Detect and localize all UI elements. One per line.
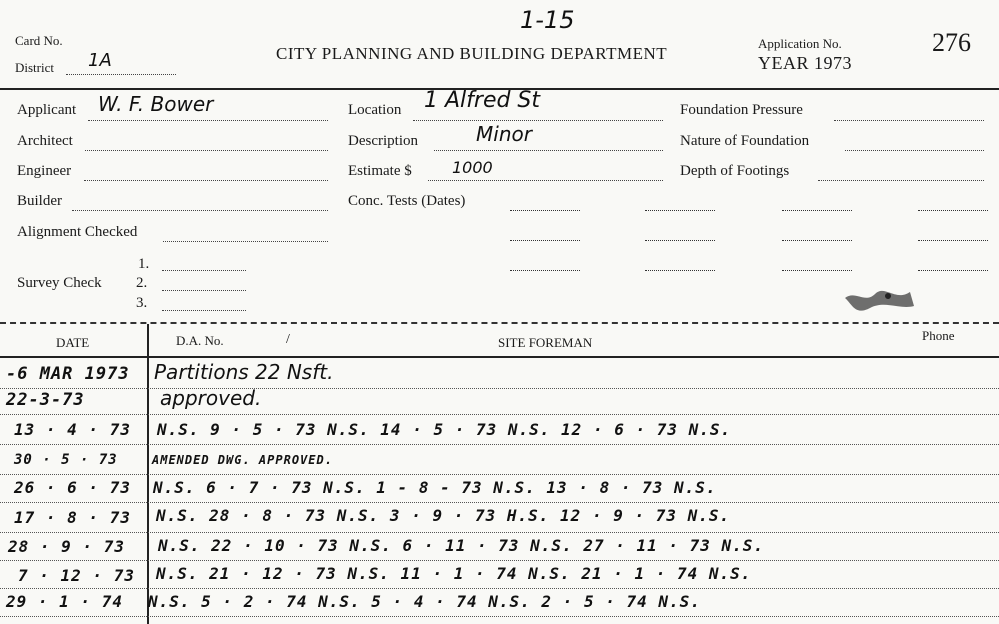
log-row-date: 17 · 8 · 73 bbox=[14, 508, 131, 527]
log-header-divider bbox=[0, 356, 999, 358]
row-rule bbox=[0, 444, 999, 445]
col-header-site-foreman: SITE FOREMAN bbox=[498, 335, 593, 350]
log-row-date: 22-3-73 bbox=[6, 390, 85, 410]
applicant-value: W. F. Bower bbox=[98, 92, 214, 116]
survey-2-label: 2. bbox=[136, 275, 148, 291]
location-value: 1 Alfred St bbox=[424, 88, 541, 113]
survey-check-label: Survey Check bbox=[17, 275, 102, 291]
survey-3-line bbox=[162, 310, 246, 311]
row-rule bbox=[0, 532, 999, 533]
row-rule bbox=[0, 560, 999, 561]
conc-test-blank bbox=[645, 240, 715, 241]
builder-label: Builder bbox=[17, 193, 62, 209]
description-label: Description bbox=[348, 133, 418, 149]
estimate-label: Estimate $ bbox=[348, 163, 412, 179]
survey-1-label: 1. bbox=[138, 256, 150, 272]
application-number: 276 bbox=[932, 28, 971, 57]
col-header-phone: Phone bbox=[922, 328, 955, 343]
department-title: CITY PLANNING AND BUILDING DEPARTMENT bbox=[276, 44, 668, 63]
conc-test-blank bbox=[782, 240, 852, 241]
log-row-date: 29 · 1 · 74 bbox=[6, 592, 123, 611]
card-no-label: Card No. bbox=[15, 33, 63, 48]
applicant-line bbox=[88, 120, 328, 121]
survey-3-label: 3. bbox=[136, 295, 148, 311]
log-row-text: N.S. 9 · 5 · 73 N.S. 14 · 5 · 73 N.S. 12 · 6 · 73 N.S. bbox=[157, 420, 732, 439]
depth-of-footings-line bbox=[818, 180, 984, 181]
conc-test-blank bbox=[918, 240, 988, 241]
architect-line bbox=[85, 150, 328, 151]
nature-of-foundation-label: Nature of Foundation bbox=[680, 133, 810, 149]
builder-line bbox=[72, 210, 328, 211]
conc-test-blank bbox=[782, 210, 852, 211]
conc-test-blank bbox=[510, 270, 580, 271]
handwritten-ref: 1-15 bbox=[520, 6, 575, 34]
conc-tests-label: Conc. Tests (Dates) bbox=[348, 193, 466, 209]
alignment-checked-label: Alignment Checked bbox=[17, 224, 138, 240]
location-line bbox=[413, 120, 663, 121]
log-row-text: N.S. 5 · 2 · 74 N.S. 5 · 4 · 74 N.S. 2 · 5 · 74 N.S. bbox=[148, 592, 701, 611]
log-row-date: 7 · 12 · 73 bbox=[18, 566, 135, 585]
row-rule bbox=[0, 474, 999, 475]
row-rule bbox=[0, 388, 999, 389]
nature-of-foundation-line bbox=[845, 150, 984, 151]
conc-test-blank bbox=[510, 240, 580, 241]
survey-1-line bbox=[162, 270, 246, 271]
log-row-date: 13 · 4 · 73 bbox=[14, 420, 131, 439]
log-row-date: 30 · 5 · 73 bbox=[14, 452, 118, 468]
log-row-text: approved. bbox=[160, 386, 262, 410]
log-row-date: -6 MAR 1973 bbox=[6, 364, 130, 384]
estimate-line bbox=[428, 180, 663, 181]
log-row-text: N.S. 22 · 10 · 73 N.S. 6 · 11 · 73 N.S. 27 · 11 · 73 N.S. bbox=[158, 536, 765, 555]
description-value: Minor bbox=[476, 122, 532, 146]
foundation-pressure-line bbox=[834, 120, 984, 121]
application-no-label: Application No. bbox=[758, 36, 842, 51]
log-row-text: AMENDED DWG. APPROVED. bbox=[152, 453, 333, 467]
row-rule bbox=[0, 502, 999, 503]
engineer-line bbox=[84, 180, 328, 181]
conc-test-blank bbox=[782, 270, 852, 271]
conc-test-blank bbox=[918, 270, 988, 271]
ink-smudge-mark bbox=[840, 284, 920, 314]
col-header-slash: / bbox=[286, 332, 290, 347]
log-row-date: 28 · 9 · 73 bbox=[8, 537, 125, 556]
applicant-label: Applicant bbox=[17, 102, 77, 118]
conc-test-blank bbox=[510, 210, 580, 211]
engineer-label: Engineer bbox=[17, 163, 72, 179]
section-perforation bbox=[0, 322, 999, 324]
row-rule bbox=[0, 414, 999, 415]
log-row-date: 26 · 6 · 73 bbox=[14, 478, 131, 497]
row-rule bbox=[0, 588, 999, 589]
log-row-text: N.S. 21 · 12 · 73 N.S. 11 · 1 · 74 N.S. 21 · 1 · 74 N.S. bbox=[156, 564, 752, 583]
depth-of-footings-label: Depth of Footings bbox=[680, 163, 790, 179]
estimate-value: 1000 bbox=[452, 158, 493, 177]
description-line bbox=[434, 150, 663, 151]
col-header-da-no: D.A. No. bbox=[176, 333, 224, 348]
location-label: Location bbox=[348, 102, 402, 118]
alignment-line bbox=[163, 241, 328, 242]
log-row-text: N.S. 28 · 8 · 73 N.S. 3 · 9 · 73 H.S. 12 · 9 · 73 N.S. bbox=[156, 506, 731, 525]
district-line bbox=[66, 74, 176, 75]
year-label: YEAR 1973 bbox=[758, 53, 852, 73]
foundation-pressure-label: Foundation Pressure bbox=[680, 102, 803, 118]
conc-test-blank bbox=[918, 210, 988, 211]
architect-label: Architect bbox=[17, 133, 73, 149]
conc-test-blank bbox=[645, 270, 715, 271]
district-value: 1A bbox=[88, 50, 112, 71]
conc-test-blank bbox=[645, 210, 715, 211]
col-header-date: DATE bbox=[56, 335, 90, 350]
row-rule bbox=[0, 616, 999, 617]
log-row-text: Partitions 22 Nsft. bbox=[154, 360, 334, 384]
survey-2-line bbox=[162, 290, 246, 291]
district-label: District bbox=[15, 60, 54, 75]
log-row-text: N.S. 6 · 7 · 73 N.S. 1 - 8 - 73 N.S. 13 · 8 · 73 N.S. bbox=[153, 478, 717, 497]
